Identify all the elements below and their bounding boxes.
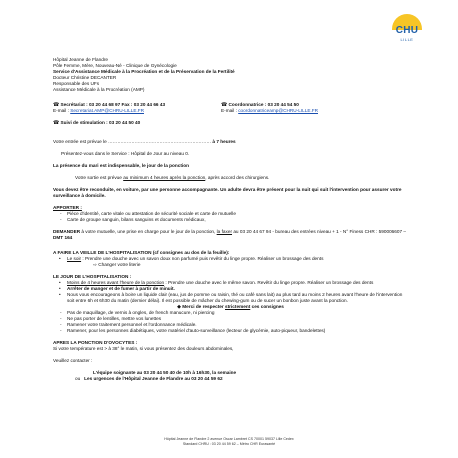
check-list [53, 286, 408, 304]
diamond-icon: ◆ [177, 304, 181, 310]
demander-paragraph [53, 229, 408, 241]
hospital-name: Hôpital Jeanne de Flandre [53, 57, 108, 62]
list-item: - Ramener votre traitement personnel et l'ordonnance médicale. [53, 322, 408, 328]
contact-urgences: Les urgences de l'Hôpital Jeanne de Flandre au 03 20 44 59 62 [84, 376, 223, 381]
list-item: • Arrêter de manger et de fumer à partir de minuit. [53, 286, 408, 292]
contact-line: Veuillez contacter : [53, 358, 93, 363]
phone-icon: ☎ [53, 120, 60, 126]
apres-title: APRES LA PONCTION D'OVOCYTES : [53, 340, 138, 345]
exit-text-b: , après accord des chirurgiens. [205, 175, 270, 180]
exit-text-a: Votre sortie est prévue [75, 175, 124, 180]
jour-title: LE JOUR DE L'HOSPITALISATION : [53, 274, 132, 279]
doctor-role: Responsable des UFs [53, 81, 100, 86]
footer-address: Hôpital Jeanne de Flandre 2 avenue Oscar Lambret CS 70001 59037 Lille Cedex [164, 437, 294, 441]
logo-text: CHU [395, 25, 419, 36]
veille-item-label: Le soir [67, 256, 82, 261]
list-item: - Pas de maquillage, de vernis à ongles, de french manucure, ni piercing [53, 310, 408, 316]
chu-lille-logo [389, 14, 425, 46]
secretariat-phone: Secrétariat : 03 20 44 68 97 Fax : 03 20 44 66 43 [60, 102, 166, 107]
entry-prefix: Votre entrée est prévue le ………………………………………………………… [53, 139, 213, 144]
driver-warning: Vous devez être reconduite, en voiture, par une personne accompagnante. Un adulte devra être présent pour la nuit qui suit l'intervention pour assurer votre surveillance à domicile. [53, 187, 402, 198]
logo-subtext: LILLE [400, 37, 414, 42]
coordinatrice-email-link[interactable]: coordonnatriceamp@CHRU-LILLE.FR [238, 108, 318, 113]
list-item: - Ne pas porter de lentilles, mettre vos lunettes [53, 316, 408, 322]
coordinatrice-phone: Coordonnatrice : 03 20 44 54 50 [228, 102, 299, 107]
pole-name: Pôle Femme, Mère, Nouveau-Né - Clinique de Gynécologie [53, 63, 177, 68]
list-item: - Ramener, pour les personnes diabétiques, votre matériel d'auto-surveillance (lecteur de glycémie, auto-piqueur, bandelettes) [53, 328, 408, 334]
list-item [53, 256, 408, 262]
phone-icon: ☎ [221, 102, 228, 108]
consignes-text-a: Merci de respecter [182, 304, 225, 309]
entry-time: à 7 heures [212, 139, 236, 144]
contact-team: L'équipe soignante au 03 20 44 50 40 de 10h à 16h30, la semaine [93, 370, 237, 375]
unit-name: Assistance Médicale à la Procréation (AMP) [53, 87, 145, 92]
demander-text-b: au 03 20 44 67 94 - bureau des entrées niveau + 1 - N° Finess CHR : 590006607 – [232, 229, 407, 234]
contact-urgences-line [53, 376, 408, 382]
phone-icon: ☎ [53, 102, 60, 108]
footer-standard: Standard CHRU : 03 20 44 59 62 – Métro CHR Eurasanté [182, 441, 276, 446]
consignes-text-underlined: strictement [225, 304, 251, 309]
secretariat-email-link[interactable]: Secretariat.AMP@CHRU-LILLE.FR [70, 108, 144, 113]
service-name: Service d'Assistance Médicale à la Procréation et de la Préservation de la Fertilité [53, 69, 235, 74]
veille-title: A FAIRE LA VEILLE DE L'HOSPITALISATION (cf consignes au dos de la feuille): [53, 250, 230, 255]
apporter-list [53, 211, 408, 223]
demander-label: DEMANDER [53, 229, 81, 234]
document-body [53, 57, 408, 382]
doctor-name: Docteur Christine DECANTER [53, 75, 117, 80]
veille-arrow-line: ⇨ Changer votre literie [93, 262, 141, 267]
header-block [53, 57, 408, 93]
consignes-list [53, 310, 408, 334]
stimulation-phone: Suivi de stimulation : 03 20 44 50 40 [60, 120, 141, 125]
demander-fax: la faxer [216, 229, 233, 234]
exit-text-underlined: au minimum 4 heures après la ponction [123, 175, 206, 180]
footer [0, 437, 458, 446]
jour-item-underlined: Moins de 4 heures avant l'heure de la ponction [67, 280, 165, 285]
jour-item-text: : Prendre une douche avec le même savon. Revêtir du linge propre. Réaliser un brossage des dents [164, 280, 374, 285]
apporter-title: APPORTER : [53, 205, 82, 210]
email-label: E-mail : [53, 108, 71, 113]
demander-dmt: DMT 164 [53, 235, 73, 240]
spouse-line: La présence du mari est indispensable, le jour de la ponction [53, 163, 189, 168]
veille-list [53, 256, 408, 262]
present-line: Présentez-vous dans le Service : Hôpital de Jour au niveau 0. [61, 151, 190, 156]
veille-item-text: : Prendre une douche avec un savon doux non parfumé puis revêtir du linge propre. Réaliser un brossage des dents [81, 256, 324, 261]
consignes-text-b: ces consignes [250, 304, 284, 309]
apres-text: Si votre température est > à 38° le matin, si vous présentez des douleurs abdominales, [53, 346, 234, 351]
list-item: • Nous vous encourageons à boire un liquide clair (eau, jus de pomme ou raisin, thé ou café sans lait) au plus tard au moins 2 heures avant l'heure de l'intervention soit entre 6h et 6h30 du matin (dernier délai). Il est possible de mâcher du chewing-gum ou de sucer un bonbon juste avant la ponction. [53, 292, 408, 304]
contact-ou: ou [75, 376, 81, 381]
demander-text-a: à votre mutuelle, une prise en charge pour le jour de la ponction, [80, 229, 217, 234]
list-item: - Pièce d'identité, carte vitale ou attestation de sécurité sociale et carte de mutuelle [53, 211, 408, 217]
list-item: - Carte de groupe sanguin, bilans sanguins et documents médicaux, [53, 217, 408, 223]
email-label: E-mail : [221, 108, 239, 113]
